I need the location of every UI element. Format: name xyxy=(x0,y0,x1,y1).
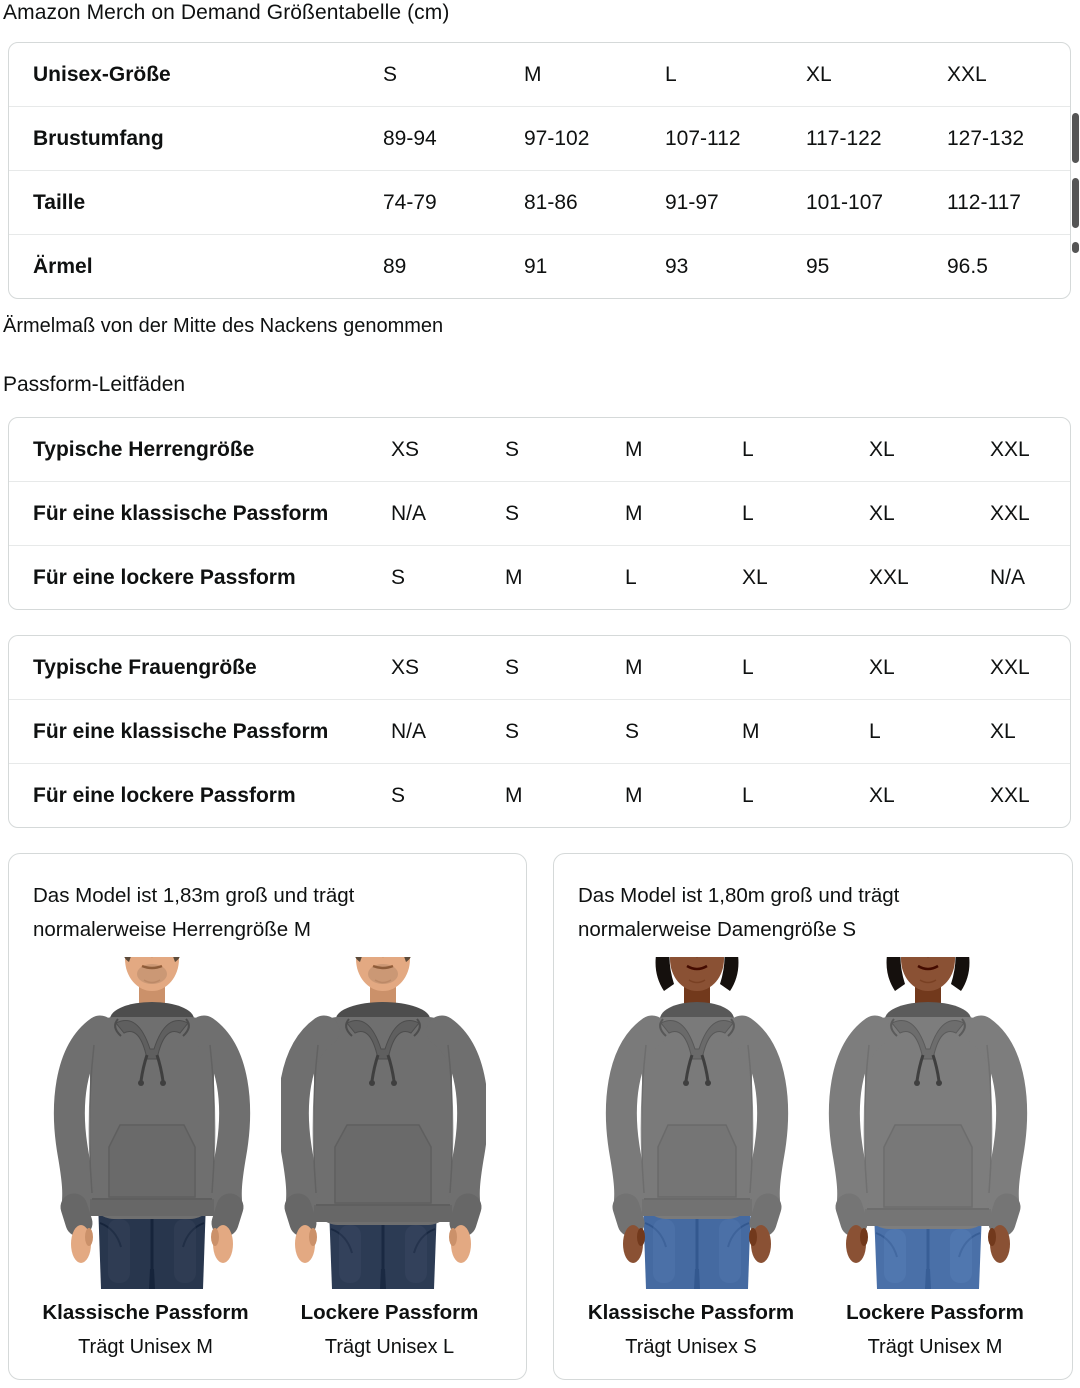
row-label: Für eine klassische Passform xyxy=(33,719,329,743)
row-label: Unisex-Größe xyxy=(33,62,171,86)
row-label: Typische Herrengröße xyxy=(33,437,255,461)
size-value: XXL xyxy=(990,501,1030,525)
fit-label-block xyxy=(582,1301,800,1359)
row-label: Typische Frauengröße xyxy=(33,655,257,679)
mens-fit-table xyxy=(8,417,1071,610)
table-row xyxy=(9,763,1070,827)
size-value: S xyxy=(505,501,520,525)
fit-labels-row xyxy=(9,1301,526,1359)
table-scrollbar-thumb[interactable] xyxy=(1072,113,1079,163)
size-value: XL xyxy=(869,437,895,461)
size-value: XXL xyxy=(990,655,1030,679)
size-value: M xyxy=(625,437,643,461)
size-value: XXL xyxy=(869,565,909,589)
model-caption: Das Model ist 1,80m groß und trägt normalerweise Damengröße S xyxy=(578,884,900,941)
table-row xyxy=(9,43,1070,106)
row-label: Taille xyxy=(33,190,86,214)
table-row xyxy=(9,699,1070,763)
fit-label-block xyxy=(826,1301,1044,1359)
table-row xyxy=(9,234,1070,298)
table-scrollbar-thumb[interactable] xyxy=(1072,178,1079,228)
model-photos-row xyxy=(9,957,526,1289)
fit-name: Lockere Passform xyxy=(846,1301,1024,1324)
size-value: XXL xyxy=(990,783,1030,807)
table-row xyxy=(9,636,1070,699)
table-row xyxy=(9,481,1070,545)
wears-size: Trägt Unisex S xyxy=(625,1336,757,1358)
size-value: XS xyxy=(391,437,420,461)
size-value: XL xyxy=(869,655,895,679)
size-value: XXL xyxy=(947,62,987,86)
size-value: 112-117 xyxy=(947,190,1021,214)
size-value: M xyxy=(742,719,760,743)
size-value: 91 xyxy=(524,254,548,278)
size-value: S xyxy=(505,437,520,461)
fit-name: Klassische Passform xyxy=(42,1301,249,1324)
table-row xyxy=(9,545,1070,609)
size-value: L xyxy=(742,783,754,807)
size-value: S xyxy=(505,719,520,743)
womens-fit-table xyxy=(8,635,1071,828)
size-value: 89 xyxy=(383,254,407,278)
size-value: XL xyxy=(742,565,768,589)
size-value: M xyxy=(505,565,523,589)
size-value: L xyxy=(625,565,637,589)
table-row xyxy=(9,418,1070,481)
fit-label-block xyxy=(281,1301,499,1359)
model-photo-classic-fit xyxy=(595,957,800,1289)
size-value: 74-79 xyxy=(383,190,437,214)
size-value: S xyxy=(625,719,640,743)
size-value: 127-132 xyxy=(947,126,1025,150)
page-title: Amazon Merch on Demand Größentabelle (cm) xyxy=(3,1,450,24)
size-value: 117-122 xyxy=(806,126,882,150)
size-value: N/A xyxy=(990,565,1026,589)
model-photo-classic-fit xyxy=(50,957,255,1289)
size-value: M xyxy=(625,783,643,807)
model-photos-row xyxy=(554,957,1072,1289)
male-model-card xyxy=(8,853,527,1380)
size-value: N/A xyxy=(391,501,427,525)
size-value: 93 xyxy=(665,254,689,278)
wears-size: Trägt Unisex M xyxy=(867,1336,1003,1358)
size-value: 91-97 xyxy=(665,190,719,214)
row-label: Für eine klassische Passform xyxy=(33,501,329,525)
unisex-size-table xyxy=(8,42,1071,299)
size-value: XXL xyxy=(990,437,1030,461)
model-caption: Das Model ist 1,83m groß und trägt normalerweise Herrengröße M xyxy=(33,884,355,941)
size-value: 101-107 xyxy=(806,190,884,214)
size-value: N/A xyxy=(391,719,427,743)
size-value: 107-112 xyxy=(665,126,741,150)
size-value: M xyxy=(524,62,542,86)
size-value: S xyxy=(391,565,406,589)
size-value: L xyxy=(742,437,754,461)
size-value: XL xyxy=(869,501,895,525)
fit-name: Klassische Passform xyxy=(587,1301,795,1324)
table-row xyxy=(9,170,1070,234)
size-value: S xyxy=(391,783,406,807)
size-value: L xyxy=(665,62,677,86)
size-value: M xyxy=(625,501,643,525)
fit-name: Lockere Passform xyxy=(300,1301,479,1324)
size-value: 95 xyxy=(806,254,830,278)
size-value: 89-94 xyxy=(383,126,437,150)
row-label: Für eine lockere Passform xyxy=(33,565,296,589)
sleeve-measure-note: Ärmelmaß von der Mitte des Nackens genommen xyxy=(3,315,444,337)
size-value: S xyxy=(383,62,398,86)
fit-label-block xyxy=(37,1301,255,1359)
table-scrollbar-thumb[interactable] xyxy=(1072,242,1079,253)
model-photo-loose-fit xyxy=(281,957,486,1289)
wears-size: Trägt Unisex M xyxy=(78,1336,213,1358)
wears-size: Trägt Unisex L xyxy=(324,1336,455,1358)
size-value: XS xyxy=(391,655,420,679)
size-value: XL xyxy=(990,719,1016,743)
fit-guides-heading: Passform-Leitfäden xyxy=(3,373,186,396)
size-value: S xyxy=(505,655,520,679)
fit-labels-row xyxy=(554,1301,1072,1359)
row-label: Für eine lockere Passform xyxy=(33,783,296,807)
size-value: M xyxy=(625,655,643,679)
table-row xyxy=(9,106,1070,170)
row-label: Ärmel xyxy=(33,254,93,278)
size-value: L xyxy=(869,719,881,743)
size-value: 96.5 xyxy=(947,254,988,278)
size-value: L xyxy=(742,501,754,525)
size-value: 81-86 xyxy=(524,190,578,214)
female-model-card xyxy=(553,853,1073,1380)
model-photo-loose-fit xyxy=(826,957,1031,1289)
size-value: XL xyxy=(869,783,895,807)
size-value: M xyxy=(505,783,523,807)
size-value: 97-102 xyxy=(524,126,590,150)
size-value: L xyxy=(742,655,754,679)
row-label: Brustumfang xyxy=(33,126,164,150)
size-value: XL xyxy=(806,62,832,86)
